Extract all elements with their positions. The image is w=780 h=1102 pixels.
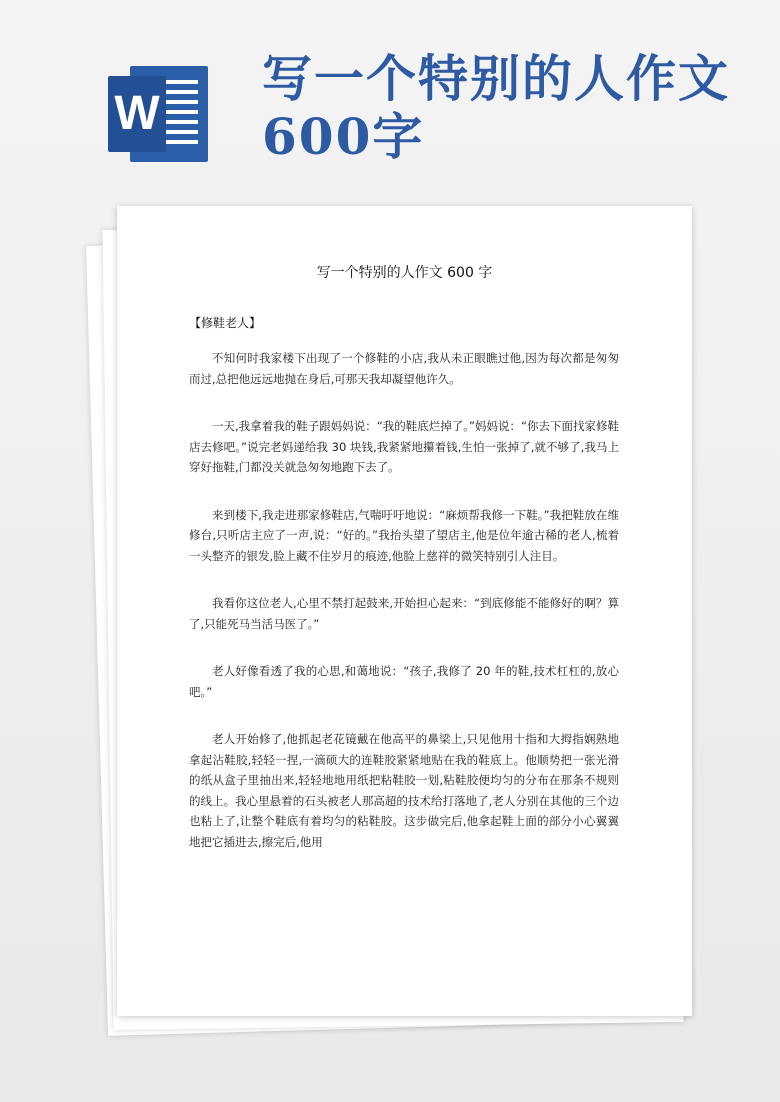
document-page [117, 206, 692, 1016]
paragraph: 老人好像看透了我的心思,和蔼地说：“孩子,我修了 20 年的鞋,技术杠杠的,放心吧。” [189, 664, 619, 699]
paragraph: 来到楼下,我走进那家修鞋店,气喘吁吁地说：“麻烦帮我修一下鞋。”我把鞋放在维修台,只听店主应了一声,说：“好的。”我抬头望了望店主,他是位年逾古稀的老人,梳着一头整齐的银发,脸上藏不住岁月的痕迹,他脸上慈祥的微笑特别引人注目。 [189, 507, 619, 563]
word-w-letter: W [108, 76, 166, 152]
document-body [189, 348, 619, 879]
paragraph: 老人开始修了,他抓起老花镜戴在他高平的鼻梁上,只见他用十指和大拇指娴熟地拿起沾鞋胶,轻轻一捏,一滴硕大的连鞋胶紧紧地贴在我的鞋底上。他顺势把一张光滑的纸从盒子里抽出来,轻轻地地用纸把粘鞋胶一划,粘鞋胶便均匀的分布在那条不规则的线上。我心里悬着的石头被老人那高超的技术给打落地了,老人分别在其他的三个边也粘上了,让整个鞋底有着均匀的粘鞋胶。这步做完后,他拿起鞋上面的部分小心翼翼地把它插进去,擦完后,他用 [189, 732, 619, 849]
page-title: 写一个特别的人作文600字 [262, 49, 730, 166]
section-heading: 【修鞋老人】 [189, 316, 262, 330]
paragraph: 我看你这位老人,心里不禁打起鼓来,开始担心起来：“到底修能不能修好的啊？算了,只能死马当活马医了。” [189, 596, 619, 631]
paragraph: 一天,我拿着我的鞋子跟妈妈说：“我的鞋底烂掉了。”妈妈说：“你去下面找家修鞋店去修吧。”说完老妈递给我 30 块钱,我紧紧地攥着钱,生怕一张掉了,就不够了,我马上穿好拖鞋,门都没关就急匆匆地跑下去了。 [189, 419, 619, 474]
document-title: 写一个特别的人作文 600 字 [316, 265, 493, 281]
paragraph: 不知何时我家楼下出现了一个修鞋的小店,我从未正眼瞧过他,因为每次都是匆匆而过,总把他远远地抛在身后,可那天我却凝望他许久。 [189, 351, 619, 386]
word-document-icon [108, 66, 208, 162]
